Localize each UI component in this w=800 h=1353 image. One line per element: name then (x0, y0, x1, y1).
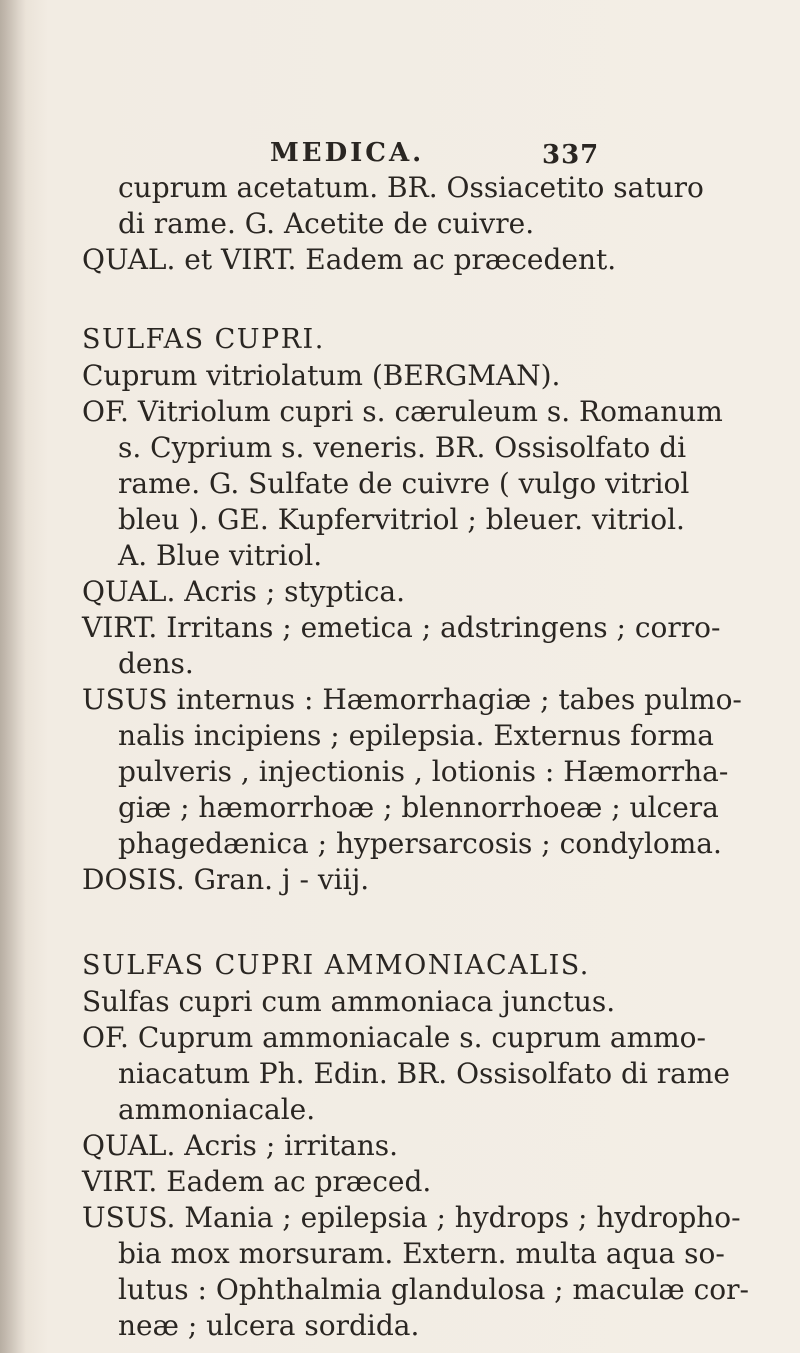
text-line: Cuprum vitriolatum (BERGMAN). (82, 359, 561, 392)
text-line: A. Blue vitriol. (118, 539, 323, 572)
text-line: QUAL. Acris ; styptica. (82, 575, 405, 608)
text-line: lutus : Ophthalmia glandulosa ; maculæ cor- (118, 1273, 750, 1306)
text-line: Sulfas cupri cum ammoniaca junctus. (82, 985, 616, 1018)
text-line: VIRT. Irritans ; emetica ; adstringens ; corro- (82, 611, 721, 644)
text-line: s. Cyprium s. veneris. BR. Ossisolfato di (118, 431, 687, 464)
text-line: giæ ; hæmorrhoæ ; blennorrhoeæ ; ulcera (118, 791, 719, 824)
text-line: USUS. Mania ; epilepsia ; hydrops ; hydropho- (82, 1201, 741, 1234)
text-line: bia mox morsuram. Extern. multa aqua so- (118, 1237, 725, 1270)
text-line: OF. Vitriolum cupri s. cæruleum s. Romanum (82, 395, 723, 428)
text-line: ammoniacale. (118, 1093, 316, 1126)
text-line: neæ ; ulcera sordida. (118, 1309, 420, 1342)
text-line: OF. Cuprum ammoniacale s. cuprum ammo- (82, 1021, 706, 1054)
entry-heading: SULFAS CUPRI AMMONIACALIS. (82, 950, 590, 981)
text-line: DOSIS. Gran. j - viij. (82, 863, 370, 896)
text-line: QUAL. et VIRT. Eadem ac præcedent. (82, 243, 617, 276)
text-line: dens. (118, 647, 194, 680)
text-line: QUAL. Acris ; irritans. (82, 1129, 399, 1162)
text-line: USUS internus : Hæmorrhagiæ ; tabes pulmo- (82, 683, 742, 716)
running-title: MEDICA. (270, 138, 425, 168)
text-line: niacatum Ph. Edin. BR. Ossisolfato di rame (118, 1057, 730, 1090)
text-line: rame. G. Sulfate de cuivre ( vulgo vitriol (118, 467, 690, 500)
page-text (82, 170, 782, 1344)
text-line: phagedænica ; hypersarcosis ; condyloma. (118, 827, 722, 860)
text-line: cuprum acetatum. BR. Ossiacetito saturo (118, 171, 704, 204)
text-line: nalis incipiens ; epilepsia. Externus forma (118, 719, 714, 752)
text-line: pulveris , injectionis , lotionis : Hæmorrha- (118, 755, 729, 788)
text-line: bleu ). GE. Kupfervitriol ; bleuer. vitriol. (118, 503, 685, 536)
page-number: 337 (542, 140, 600, 170)
page-header (270, 138, 740, 168)
text-line: VIRT. Eadem ac præced. (82, 1165, 432, 1198)
page-gutter-shadow (0, 0, 26, 1353)
entry-heading: SULFAS CUPRI. (82, 324, 325, 355)
text-line: di rame. G. Acetite de cuivre. (118, 207, 535, 240)
